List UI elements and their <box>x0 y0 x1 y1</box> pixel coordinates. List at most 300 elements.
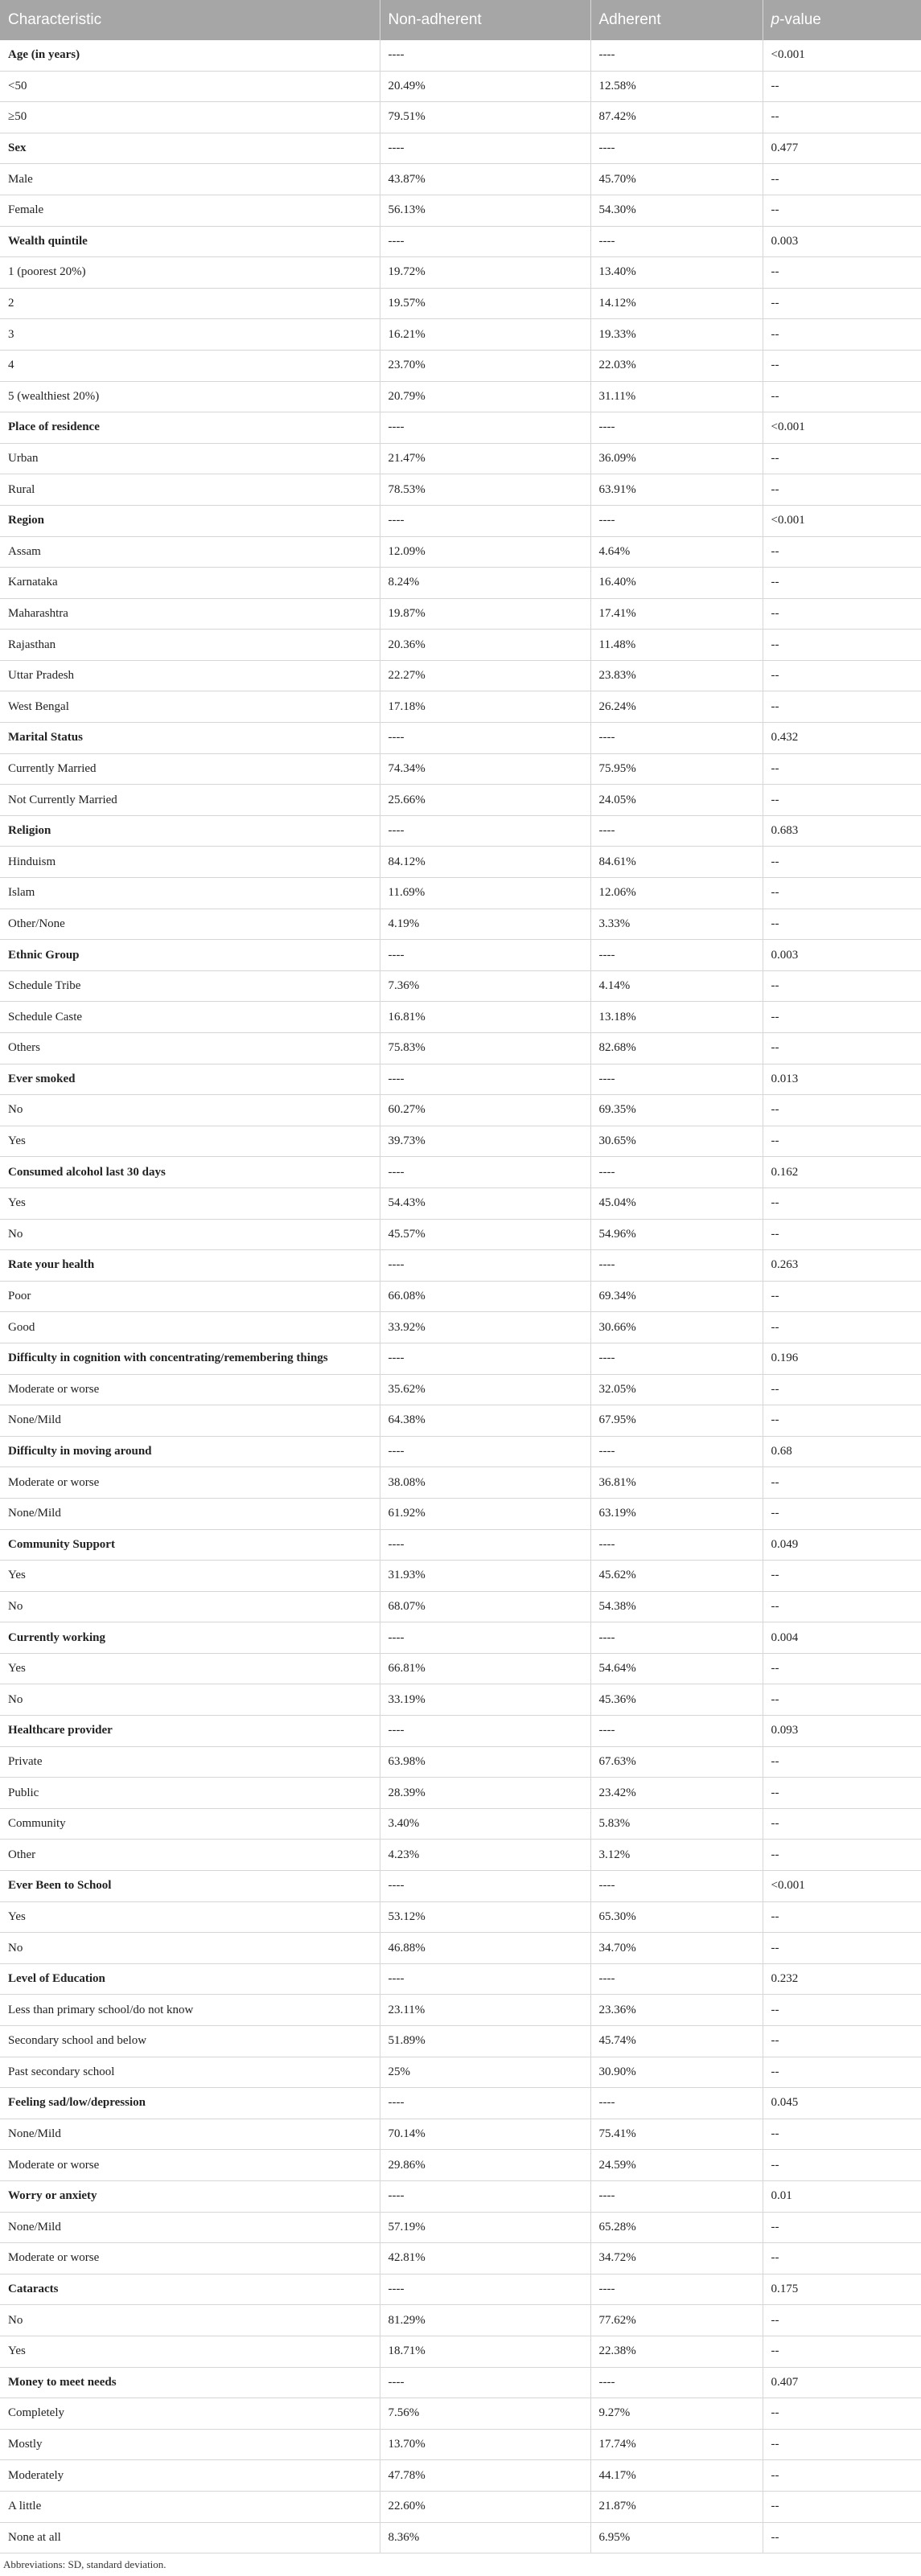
cell-non-adherent: 4.19% <box>380 909 590 940</box>
cell-adherent: 24.05% <box>590 785 763 816</box>
section-row <box>0 1343 921 1374</box>
cell-adherent: 45.62% <box>590 1561 763 1592</box>
cell-non-adherent: 51.89% <box>380 2026 590 2057</box>
cell-adherent: 54.96% <box>590 1219 763 1250</box>
cell-adherent: ---- <box>590 2274 763 2305</box>
cell-non-adherent: 66.81% <box>380 1653 590 1684</box>
table-row <box>0 2491 921 2522</box>
cell-adherent: 12.06% <box>590 878 763 909</box>
cell-adherent: 13.18% <box>590 1002 763 1033</box>
cell-p-value: 0.003 <box>763 226 921 257</box>
cell-p-value: -- <box>763 102 921 133</box>
table-row <box>0 319 921 351</box>
cell-adherent: ---- <box>590 723 763 754</box>
cell-adherent: 67.63% <box>590 1746 763 1778</box>
table-row <box>0 691 921 723</box>
cell-adherent: ---- <box>590 2367 763 2398</box>
section-row <box>0 2088 921 2119</box>
cell-p-value: -- <box>763 630 921 661</box>
cell-adherent: 87.42% <box>590 102 763 133</box>
table-row <box>0 1281 921 1312</box>
table-row <box>0 568 921 599</box>
cell-p-value: -- <box>763 1746 921 1778</box>
cell-non-adherent: 12.09% <box>380 536 590 568</box>
cell-non-adherent: 8.36% <box>380 2522 590 2553</box>
cell-p-value: -- <box>763 785 921 816</box>
cell-p-value: 0.049 <box>763 1529 921 1561</box>
cell-characteristic: Money to meet needs <box>0 2367 380 2398</box>
cell-p-value: -- <box>763 71 921 102</box>
cell-p-value: -- <box>763 1312 921 1343</box>
cell-adherent: 3.33% <box>590 909 763 940</box>
cell-p-value: -- <box>763 847 921 878</box>
cell-p-value: 0.196 <box>763 1343 921 1374</box>
cell-p-value: 0.045 <box>763 2088 921 2119</box>
cell-p-value: <0.001 <box>763 40 921 71</box>
cell-adherent: 30.66% <box>590 1312 763 1343</box>
cell-non-adherent: ---- <box>380 723 590 754</box>
cell-non-adherent: ---- <box>380 1157 590 1188</box>
cell-adherent: 82.68% <box>590 1033 763 1064</box>
cell-characteristic: Healthcare provider <box>0 1716 380 1747</box>
table-row <box>0 1840 921 1871</box>
cell-p-value: -- <box>763 1467 921 1499</box>
table-row <box>0 350 921 381</box>
cell-p-value: -- <box>763 164 921 195</box>
cell-non-adherent: ---- <box>380 505 590 536</box>
table-row <box>0 1374 921 1405</box>
cell-non-adherent: 33.92% <box>380 1312 590 1343</box>
table-row <box>0 660 921 691</box>
cell-non-adherent: 66.08% <box>380 1281 590 1312</box>
cell-adherent: 36.81% <box>590 1467 763 1499</box>
cell-non-adherent: ---- <box>380 133 590 164</box>
cell-characteristic: Feeling sad/low/depression <box>0 2088 380 2119</box>
cell-characteristic: Mostly <box>0 2429 380 2460</box>
cell-characteristic: Public <box>0 1778 380 1809</box>
cell-non-adherent: 78.53% <box>380 474 590 506</box>
cell-adherent: 5.83% <box>590 1808 763 1840</box>
table-row <box>0 878 921 909</box>
cell-characteristic: ≥50 <box>0 102 380 133</box>
section-row <box>0 412 921 444</box>
cell-non-adherent: 21.47% <box>380 443 590 474</box>
cell-non-adherent: 19.72% <box>380 257 590 289</box>
cell-characteristic: West Bengal <box>0 691 380 723</box>
table-row <box>0 1933 921 1964</box>
cell-adherent: ---- <box>590 940 763 971</box>
cell-non-adherent: 22.60% <box>380 2491 590 2522</box>
cell-p-value: 0.093 <box>763 1716 921 1747</box>
cell-non-adherent: 38.08% <box>380 1467 590 1499</box>
table-row <box>0 598 921 630</box>
cell-characteristic: Yes <box>0 1653 380 1684</box>
cell-p-value: -- <box>763 1033 921 1064</box>
cell-characteristic: Sex <box>0 133 380 164</box>
cell-adherent: 23.83% <box>590 660 763 691</box>
cell-adherent: 17.74% <box>590 2429 763 2460</box>
cell-p-value: <0.001 <box>763 1871 921 1902</box>
table-row <box>0 1808 921 1840</box>
cell-p-value: -- <box>763 598 921 630</box>
cell-p-value: 0.683 <box>763 815 921 847</box>
table-row <box>0 2119 921 2150</box>
cell-p-value: -- <box>763 1653 921 1684</box>
cell-adherent: 36.09% <box>590 443 763 474</box>
table-row <box>0 785 921 816</box>
cell-adherent: 30.65% <box>590 1126 763 1157</box>
cell-p-value: -- <box>763 1281 921 1312</box>
cell-p-value: -- <box>763 2057 921 2088</box>
cell-p-value: -- <box>763 1002 921 1033</box>
cell-p-value: -- <box>763 1188 921 1219</box>
cell-characteristic: Male <box>0 164 380 195</box>
cell-characteristic: No <box>0 2305 380 2336</box>
cell-non-adherent: 7.36% <box>380 970 590 1002</box>
table-row <box>0 630 921 661</box>
cell-characteristic: Level of Education <box>0 1963 380 1995</box>
cell-non-adherent: 56.13% <box>380 195 590 226</box>
section-row <box>0 2180 921 2212</box>
cell-characteristic: Cataracts <box>0 2274 380 2305</box>
cell-non-adherent: 20.36% <box>380 630 590 661</box>
cell-non-adherent: 13.70% <box>380 2429 590 2460</box>
cell-p-value: -- <box>763 288 921 319</box>
cell-adherent: 22.38% <box>590 2336 763 2367</box>
cell-characteristic: Other/None <box>0 909 380 940</box>
table-body <box>0 40 921 2553</box>
cell-adherent: 12.58% <box>590 71 763 102</box>
cell-p-value: 0.477 <box>763 133 921 164</box>
cell-p-value: -- <box>763 2460 921 2492</box>
cell-adherent: 77.62% <box>590 2305 763 2336</box>
cell-adherent: 63.91% <box>590 474 763 506</box>
cell-p-value: 0.175 <box>763 2274 921 2305</box>
cell-characteristic: Community Support <box>0 1529 380 1561</box>
cell-non-adherent: 61.92% <box>380 1498 590 1529</box>
cell-adherent: 16.40% <box>590 568 763 599</box>
cell-adherent: ---- <box>590 1250 763 1282</box>
table-row <box>0 443 921 474</box>
cell-non-adherent: 47.78% <box>380 2460 590 2492</box>
cell-adherent: ---- <box>590 1963 763 1995</box>
table-row <box>0 2305 921 2336</box>
table-row <box>0 1591 921 1622</box>
cell-characteristic: Yes <box>0 2336 380 2367</box>
cell-characteristic: Currently Married <box>0 753 380 785</box>
cell-non-adherent: 19.57% <box>380 288 590 319</box>
cell-adherent: ---- <box>590 133 763 164</box>
section-row <box>0 1871 921 1902</box>
cell-characteristic: 3 <box>0 319 380 351</box>
cell-adherent: ---- <box>590 1622 763 1654</box>
cell-characteristic: Religion <box>0 815 380 847</box>
cell-non-adherent: 31.93% <box>380 1561 590 1592</box>
cell-characteristic: Not Currently Married <box>0 785 380 816</box>
header-adherent: Adherent <box>590 0 763 40</box>
table-row <box>0 536 921 568</box>
cell-p-value: <0.001 <box>763 412 921 444</box>
cell-adherent: ---- <box>590 1064 763 1095</box>
cell-adherent: 54.38% <box>590 1591 763 1622</box>
cell-characteristic: Rate your health <box>0 1250 380 1282</box>
cell-adherent: 26.24% <box>590 691 763 723</box>
cell-p-value: -- <box>763 319 921 351</box>
cell-characteristic: Islam <box>0 878 380 909</box>
table-row <box>0 102 921 133</box>
cell-non-adherent: 16.81% <box>380 1002 590 1033</box>
cell-non-adherent: ---- <box>380 2088 590 2119</box>
cell-characteristic: Moderate or worse <box>0 2243 380 2275</box>
cell-non-adherent: 25.66% <box>380 785 590 816</box>
table-row <box>0 1778 921 1809</box>
cell-p-value: -- <box>763 1095 921 1126</box>
cell-characteristic: Consumed alcohol last 30 days <box>0 1157 380 1188</box>
cell-p-value: -- <box>763 1933 921 1964</box>
table-row <box>0 2057 921 2088</box>
cell-non-adherent: 60.27% <box>380 1095 590 1126</box>
cell-characteristic: Other <box>0 1840 380 1871</box>
cell-characteristic: Ever smoked <box>0 1064 380 1095</box>
cell-adherent: 4.64% <box>590 536 763 568</box>
cell-characteristic: Ever Been to School <box>0 1871 380 1902</box>
cell-adherent: 30.90% <box>590 2057 763 2088</box>
cell-adherent: 65.30% <box>590 1901 763 1933</box>
cell-characteristic: Ethnic Group <box>0 940 380 971</box>
cell-adherent: 54.64% <box>590 1653 763 1684</box>
cell-p-value: -- <box>763 195 921 226</box>
section-row <box>0 2274 921 2305</box>
table-row <box>0 1312 921 1343</box>
cell-non-adherent: ---- <box>380 2180 590 2212</box>
cell-characteristic: No <box>0 1219 380 1250</box>
cell-p-value: 0.432 <box>763 723 921 754</box>
cell-characteristic: 4 <box>0 350 380 381</box>
cell-p-value: -- <box>763 2243 921 2275</box>
table-row <box>0 2429 921 2460</box>
cell-characteristic: Moderate or worse <box>0 2150 380 2181</box>
cell-adherent: 6.95% <box>590 2522 763 2553</box>
cell-adherent: 44.17% <box>590 2460 763 2492</box>
cell-p-value: -- <box>763 2212 921 2243</box>
cell-non-adherent: 25% <box>380 2057 590 2088</box>
cell-non-adherent: ---- <box>380 1064 590 1095</box>
cell-characteristic: 1 (poorest 20%) <box>0 257 380 289</box>
cell-p-value: -- <box>763 1901 921 1933</box>
cell-non-adherent: 18.71% <box>380 2336 590 2367</box>
cell-adherent: ---- <box>590 1716 763 1747</box>
cell-adherent: 45.70% <box>590 164 763 195</box>
cell-p-value: -- <box>763 474 921 506</box>
table-row <box>0 909 921 940</box>
cell-characteristic: A little <box>0 2491 380 2522</box>
cell-adherent: ---- <box>590 40 763 71</box>
cell-characteristic: No <box>0 1095 380 1126</box>
cell-adherent: ---- <box>590 226 763 257</box>
cell-characteristic: Yes <box>0 1561 380 1592</box>
cell-characteristic: Rajasthan <box>0 630 380 661</box>
cell-adherent: ---- <box>590 2180 763 2212</box>
cell-characteristic: Completely <box>0 2398 380 2430</box>
cell-characteristic: No <box>0 1591 380 1622</box>
section-row <box>0 1716 921 1747</box>
table-row <box>0 2212 921 2243</box>
table-row <box>0 1561 921 1592</box>
table-header <box>0 0 921 40</box>
cell-non-adherent: 39.73% <box>380 1126 590 1157</box>
section-row <box>0 1157 921 1188</box>
table-row <box>0 2026 921 2057</box>
cell-non-adherent: 45.57% <box>380 1219 590 1250</box>
cell-p-value: -- <box>763 1840 921 1871</box>
table-row <box>0 1684 921 1716</box>
table-row <box>0 2336 921 2367</box>
section-row <box>0 1064 921 1095</box>
section-row <box>0 1529 921 1561</box>
cell-p-value: -- <box>763 1374 921 1405</box>
cell-adherent: 17.41% <box>590 598 763 630</box>
cell-non-adherent: 23.11% <box>380 1995 590 2026</box>
cell-p-value: -- <box>763 1995 921 2026</box>
cell-non-adherent: ---- <box>380 1963 590 1995</box>
table-row <box>0 164 921 195</box>
header-p-suffix: -value <box>779 11 821 28</box>
cell-adherent: 11.48% <box>590 630 763 661</box>
cell-characteristic: <50 <box>0 71 380 102</box>
cell-p-value: -- <box>763 536 921 568</box>
cell-characteristic: Yes <box>0 1901 380 1933</box>
cell-characteristic: No <box>0 1933 380 1964</box>
cell-non-adherent: 63.98% <box>380 1746 590 1778</box>
cell-p-value: -- <box>763 1808 921 1840</box>
cell-adherent: 3.12% <box>590 1840 763 1871</box>
cell-adherent: 4.14% <box>590 970 763 1002</box>
cell-characteristic: None/Mild <box>0 1405 380 1437</box>
table-row <box>0 2460 921 2492</box>
cell-non-adherent: 46.88% <box>380 1933 590 1964</box>
cell-characteristic: Poor <box>0 1281 380 1312</box>
cell-non-adherent: 84.12% <box>380 847 590 878</box>
cell-non-adherent: ---- <box>380 2367 590 2398</box>
cell-adherent: 13.40% <box>590 257 763 289</box>
cell-characteristic: Difficulty in cognition with concentrating/remembering things <box>0 1343 380 1374</box>
cell-p-value: -- <box>763 1591 921 1622</box>
cell-characteristic: Difficulty in moving around <box>0 1436 380 1467</box>
section-row <box>0 940 921 971</box>
header-non-adherent: Non-adherent <box>380 0 590 40</box>
cell-non-adherent: 20.49% <box>380 71 590 102</box>
cell-adherent: 67.95% <box>590 1405 763 1437</box>
footnote: Abbreviations: SD, standard deviation. <box>3 2558 167 2571</box>
cell-adherent: 69.34% <box>590 1281 763 1312</box>
cell-p-value: -- <box>763 2491 921 2522</box>
cell-characteristic: Female <box>0 195 380 226</box>
table-row <box>0 753 921 785</box>
section-row <box>0 1963 921 1995</box>
cell-non-adherent: 64.38% <box>380 1405 590 1437</box>
cell-adherent: 19.33% <box>590 319 763 351</box>
table-row <box>0 1901 921 1933</box>
cell-non-adherent: 74.34% <box>380 753 590 785</box>
cell-characteristic: Rural <box>0 474 380 506</box>
section-row <box>0 1622 921 1654</box>
table-row <box>0 1995 921 2026</box>
cell-characteristic: None at all <box>0 2522 380 2553</box>
cell-adherent: 23.36% <box>590 1995 763 2026</box>
cell-adherent: ---- <box>590 1529 763 1561</box>
table-row <box>0 2243 921 2275</box>
cell-non-adherent: 54.43% <box>380 1188 590 1219</box>
cell-adherent: 75.95% <box>590 753 763 785</box>
table-row <box>0 474 921 506</box>
cell-characteristic: Yes <box>0 1126 380 1157</box>
cell-p-value: -- <box>763 878 921 909</box>
cell-adherent: 34.72% <box>590 2243 763 2275</box>
table-row <box>0 1498 921 1529</box>
cell-characteristic: Maharashtra <box>0 598 380 630</box>
cell-characteristic: 2 <box>0 288 380 319</box>
cell-characteristic: Moderate or worse <box>0 1467 380 1499</box>
cell-adherent: 54.30% <box>590 195 763 226</box>
cell-non-adherent: 53.12% <box>380 1901 590 1933</box>
cell-characteristic: Uttar Pradesh <box>0 660 380 691</box>
cell-non-adherent: ---- <box>380 40 590 71</box>
cell-p-value: 0.162 <box>763 1157 921 1188</box>
cell-characteristic: Urban <box>0 443 380 474</box>
cell-non-adherent: 17.18% <box>380 691 590 723</box>
cell-non-adherent: ---- <box>380 1622 590 1654</box>
header-p-value <box>763 0 921 40</box>
cell-p-value: <0.001 <box>763 505 921 536</box>
cell-characteristic: Private <box>0 1746 380 1778</box>
cell-adherent: 45.36% <box>590 1684 763 1716</box>
cell-adherent: 21.87% <box>590 2491 763 2522</box>
cell-p-value: 0.68 <box>763 1436 921 1467</box>
table-row <box>0 1467 921 1499</box>
cell-non-adherent: 20.79% <box>380 381 590 412</box>
cell-p-value: -- <box>763 753 921 785</box>
cell-characteristic: Schedule Caste <box>0 1002 380 1033</box>
header-row <box>0 0 921 40</box>
cell-non-adherent: 70.14% <box>380 2119 590 2150</box>
cell-p-value: -- <box>763 2026 921 2057</box>
cell-non-adherent: 16.21% <box>380 319 590 351</box>
cell-adherent: 75.41% <box>590 2119 763 2150</box>
cell-non-adherent: 42.81% <box>380 2243 590 2275</box>
cell-p-value: 0.01 <box>763 2180 921 2212</box>
cell-adherent: ---- <box>590 412 763 444</box>
table-row <box>0 288 921 319</box>
cell-adherent: 23.42% <box>590 1778 763 1809</box>
cell-non-adherent: 11.69% <box>380 878 590 909</box>
cell-adherent: ---- <box>590 1436 763 1467</box>
cell-adherent: 34.70% <box>590 1933 763 1964</box>
section-row <box>0 723 921 754</box>
cell-p-value: 0.004 <box>763 1622 921 1654</box>
cell-p-value: -- <box>763 691 921 723</box>
table-row <box>0 1126 921 1157</box>
section-row <box>0 2367 921 2398</box>
table-row <box>0 970 921 1002</box>
cell-adherent: 45.74% <box>590 2026 763 2057</box>
cell-non-adherent: 23.70% <box>380 350 590 381</box>
table-row <box>0 1746 921 1778</box>
cell-non-adherent: 29.86% <box>380 2150 590 2181</box>
cell-adherent: 45.04% <box>590 1188 763 1219</box>
cell-p-value: -- <box>763 2336 921 2367</box>
cell-p-value: -- <box>763 1684 921 1716</box>
cell-non-adherent: 68.07% <box>380 1591 590 1622</box>
